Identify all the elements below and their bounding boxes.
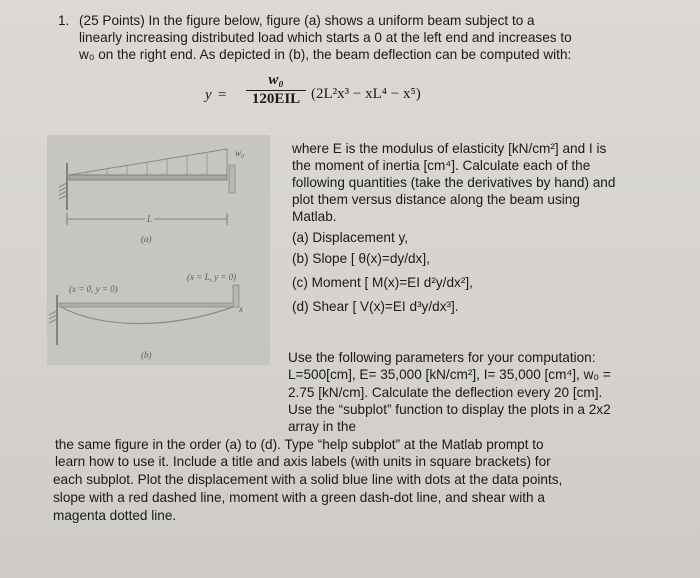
intro-line-1: (25 Points) In the figure below, figure (a) shows a uniform beam subject to a	[79, 13, 535, 28]
equation-numerator: w₀	[268, 72, 284, 88]
equation-lhs: y	[205, 87, 212, 103]
right-text-line-2: the moment of inertia [cm⁴]. Calculate each of the	[292, 158, 591, 173]
equation-fraction	[246, 72, 306, 108]
params-line-1: Use the following parameters for your computation:	[288, 350, 596, 365]
equation-rest: (2L²x³ − xL⁴ − x⁵)	[311, 86, 421, 102]
intro-line-3: w₀ on the right end. As depicted in (b), the beam deflection can be computed with:	[79, 47, 572, 62]
load-label: w₀	[235, 148, 245, 158]
bottom-line-3: each subplot. Plot the displacement with a solid blue line with dots at the data points,	[53, 472, 563, 487]
item-d: (d) Shear [ V(x)=EI d³y/dx³].	[292, 299, 459, 314]
bottom-line-4: slope with a red dashed line, moment with a green dash-dot line, and shear with a	[53, 490, 545, 505]
figure-a-label: (a)	[141, 234, 152, 244]
params-line-5: array in the	[288, 419, 357, 434]
left-condition-label: (x = 0, y = 0)	[69, 284, 118, 294]
params-line-2: L=500[cm], E= 35,000 [kN/cm²], I= 35,000 [cm⁴], w₀ =	[288, 367, 611, 382]
length-label: L	[145, 211, 154, 228]
right-condition-label: (x = L, y = 0)	[187, 272, 237, 282]
question-number: 1.	[58, 13, 70, 28]
right-text-line-3: following quantities (take the derivatives by hand) and	[292, 175, 616, 190]
item-b: (b) Slope [ θ(x)=dy/dx],	[292, 251, 430, 266]
params-line-4: Use the “subplot” function to display the plots in a 2x2	[288, 402, 611, 417]
item-a: (a) Displacement y,	[292, 230, 409, 245]
right-text-line-4: plot them versus distance along the beam using	[292, 192, 580, 207]
bottom-line-1: the same figure in the order (a) to (d). Type “help subplot” at the Matlab prompt to	[55, 437, 544, 452]
equation-denominator: 120EIL	[251, 91, 301, 107]
bottom-line-2: learn how to use it. Include a title and axis labels (with units in square brackets) for	[55, 454, 551, 469]
beam-diagram	[47, 135, 270, 365]
right-text-line-5: Matlab.	[292, 209, 337, 224]
figure-b-label: (b)	[141, 350, 152, 360]
item-c: (c) Moment [ M(x)=EI d²y/dx²],	[292, 275, 473, 290]
params-line-3: 2.75 [kN/cm]. Calculate the deflection every 20 [cm].	[288, 385, 603, 400]
beam-figure	[47, 135, 270, 365]
right-text-line-1: where E is the modulus of elasticity [kN/cm²] and I is	[292, 141, 607, 156]
bottom-line-5: magenta dotted line.	[53, 508, 177, 523]
x-axis-label: x	[239, 304, 243, 314]
intro-line-2: linearly increasing distributed load which starts a 0 at the left end and increases to	[79, 30, 572, 45]
equation-equals: =	[218, 87, 227, 103]
